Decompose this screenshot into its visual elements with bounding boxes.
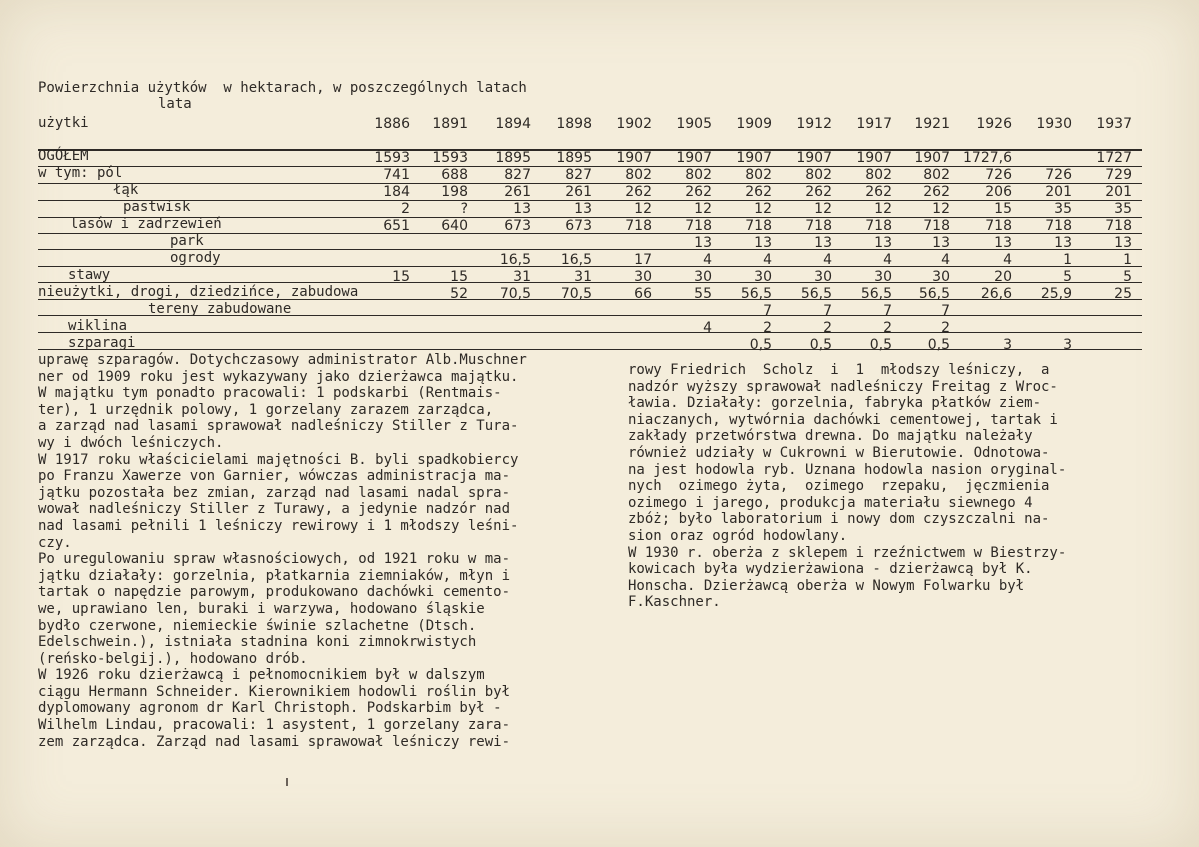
text-line: F.Kaschner.	[628, 594, 721, 611]
table-cell: 718	[985, 218, 1012, 234]
table-cell: 1727	[1096, 150, 1132, 166]
text-line: jątku pozostała bez zmian, zarząd nad lasami nadal spra-	[38, 484, 511, 501]
table-cell: 13	[574, 201, 592, 217]
table-cell: 30	[754, 269, 772, 285]
table-cell: 17	[634, 252, 652, 268]
year-header: 1912	[796, 116, 832, 132]
text-line: czy.	[38, 534, 72, 551]
table-cell: 13	[754, 235, 772, 251]
text-line: uprawę szparagów. Dotychczasowy administrator Alb.Muschner	[38, 352, 527, 368]
text-line: W 1930 r. oberża z sklepem i rzeźnictwem w Biestrzy-	[628, 544, 1067, 561]
text-line: sion oraz ogród hodowlany.	[628, 527, 848, 544]
table-cell: 4	[883, 252, 892, 268]
text-line: W 1926 roku dzierżawcą i pełnomocnikiem był w dalszym	[38, 667, 485, 684]
text-line: wy i dwóch leśniczych.	[38, 434, 224, 451]
table-cell: 13	[1054, 235, 1072, 251]
table-cell: 13	[932, 235, 950, 251]
text-line: kowicach była wydzierżawiona - dzierżawcą był K.	[628, 561, 1033, 578]
year-header: 1891	[432, 116, 468, 132]
table-cell: 12	[814, 201, 832, 217]
table-cell: 4	[1003, 252, 1012, 268]
table-cell: 262	[923, 184, 950, 200]
text-line: wował nadleśniczy Stiller z Turawy, a jedynie nadzór nad	[38, 501, 511, 518]
table-title: Powierzchnia użytków w hektarach, w poszczególnych latach	[38, 80, 527, 96]
right-text-column	[628, 362, 1066, 611]
table-cell: 12	[634, 201, 652, 217]
row-label: park	[170, 233, 204, 249]
text-line: niaczanych, wytwórnia dachówki cementowej, tartak i	[628, 411, 1058, 428]
table-cell: 1907	[914, 150, 950, 166]
table-cell: 4	[703, 320, 712, 336]
table-cell: 0,5	[927, 337, 950, 353]
text-line: jątku działały: gorzelnia, płatkarnia ziemniaków, młyn i	[38, 567, 511, 584]
table-cell: 0,5	[869, 337, 892, 353]
table-cell: 4	[823, 252, 832, 268]
text-line: nych ozimego żyta, ozimego rzepaku, jęczmienia	[628, 478, 1050, 495]
table-cell: 16,5	[560, 252, 592, 268]
table-cell: 1	[1123, 252, 1132, 268]
table-subtitle-lata: lata	[158, 96, 192, 112]
table-cell: 651	[383, 218, 410, 234]
table-cell: 4	[703, 252, 712, 268]
table-cell: 718	[1105, 218, 1132, 234]
table-cell: 52	[450, 286, 468, 302]
table-cell: 718	[1045, 218, 1072, 234]
text-line: W 1917 roku właścicielami majętności B. byli spadkobiercy	[38, 451, 519, 468]
table-cell: 3	[1003, 337, 1012, 353]
text-line: tartak o napędzie parowym, produkowano dachówki cemento-	[38, 584, 511, 601]
table-cell: 802	[685, 167, 712, 183]
table-cell: 673	[504, 218, 531, 234]
table-cell: 201	[1105, 184, 1132, 200]
text-line: zbóż; było laboratorium i nowy dom czyszczalni na-	[628, 511, 1050, 528]
row-label: pastwisk	[123, 199, 191, 215]
table-cell: 35	[1054, 201, 1072, 217]
row-label: łąk	[113, 182, 139, 198]
table-cell: 2	[401, 201, 410, 217]
table-cell: 1907	[676, 150, 712, 166]
table-cell: 66	[634, 286, 652, 302]
table-cell: 12	[754, 201, 772, 217]
table-cell: 13	[874, 235, 892, 251]
row-label: wiklina	[68, 318, 128, 334]
table-cell: 4	[941, 252, 950, 268]
table-cell: 673	[565, 218, 592, 234]
table-cell: 2	[763, 320, 772, 336]
text-line: a zarząd nad lasami sprawował nadleśniczy Stiller z Tura-	[38, 418, 519, 435]
table-cell: 12	[694, 201, 712, 217]
table-cell: 741	[383, 167, 410, 183]
table-cell: 30	[932, 269, 950, 285]
table-cell: 2	[941, 320, 950, 336]
table-cell: 206	[985, 184, 1012, 200]
table-cell: 198	[441, 184, 468, 200]
text-line: Wilhelm Lindau, pracowali: 1 asystent, 1 gorzelany zara-	[38, 717, 511, 734]
table-cell: 7	[823, 303, 832, 319]
text-line: rowy Friedrich Scholz i 1 młodszy leśniczy, a	[628, 362, 1050, 378]
year-header: 1921	[914, 116, 950, 132]
table-cell: 718	[805, 218, 832, 234]
table-cell: 802	[745, 167, 772, 183]
row-label: OGÓŁEM	[38, 148, 89, 164]
table-cell: 718	[685, 218, 712, 234]
row-label: w tym: pól	[38, 165, 123, 181]
table-cell: 13	[694, 235, 712, 251]
table-cell: 718	[865, 218, 892, 234]
year-header: 1909	[736, 116, 772, 132]
table-cell: 13	[814, 235, 832, 251]
table-cell: 5	[1123, 269, 1132, 285]
table-cell: 802	[865, 167, 892, 183]
table-cell: 15	[450, 269, 468, 285]
text-line: również udziały w Cukrowni w Bierutowie. Odnotowa-	[628, 444, 1050, 461]
table-cell: 640	[441, 218, 468, 234]
table-cell: 30	[634, 269, 652, 285]
table-cell: 20	[994, 269, 1012, 285]
table-cell: 1727,6	[963, 150, 1012, 166]
table-cell: 2	[823, 320, 832, 336]
table-cell: 15	[994, 201, 1012, 217]
text-line: W majątku tym ponadto pracowali: 1 podskarbi (Rentmais-	[38, 385, 502, 402]
table-cell: 1907	[736, 150, 772, 166]
table-cell: 262	[865, 184, 892, 200]
row-label: stawy	[68, 267, 111, 283]
table-cell: 1907	[796, 150, 832, 166]
text-line: ławia. Działały: gorzelnia, fabryka płatków ziem-	[628, 395, 1042, 412]
table-cell: 1907	[856, 150, 892, 166]
year-header: 1894	[495, 116, 531, 132]
year-header: 1902	[616, 116, 652, 132]
table-cell: 184	[383, 184, 410, 200]
text-line: bydło czerwone, niemieckie świnie szlachetne (Dtsch.	[38, 617, 477, 634]
text-line: nadzór wyższy sprawował nadleśniczy Freitag z Wroc-	[628, 378, 1058, 395]
text-line: Edelschwein.), istniała stadnina koni zimnokrwistych	[38, 634, 477, 651]
table-cell: 56,5	[800, 286, 832, 302]
table-cell: 726	[985, 167, 1012, 183]
table-cell: 802	[805, 167, 832, 183]
table-cell: 729	[1105, 167, 1132, 183]
ink-mark	[286, 778, 288, 786]
table-cell: 56,5	[860, 286, 892, 302]
table-cell: 262	[805, 184, 832, 200]
row-label: ogrody	[170, 250, 221, 266]
table-cell: 1593	[432, 150, 468, 166]
table-cell: 2	[883, 320, 892, 336]
table-cell: 30	[814, 269, 832, 285]
table-cell: 7	[941, 303, 950, 319]
table-cell: 262	[625, 184, 652, 200]
table-cell: 1	[1063, 252, 1072, 268]
table-cell: 718	[745, 218, 772, 234]
table-cell: 3	[1063, 337, 1072, 353]
row-label: szparagi	[68, 335, 136, 351]
table-cell: 0,5	[809, 337, 832, 353]
table-cell: 262	[745, 184, 772, 200]
year-header: 1917	[856, 116, 892, 132]
table-cell: 1895	[556, 150, 592, 166]
year-header: 1937	[1096, 116, 1132, 132]
table-cell: 261	[565, 184, 592, 200]
table-cell: 0,5	[749, 337, 772, 353]
row-label: lasów i zadrzewień	[70, 216, 222, 232]
table-cell: ?	[460, 201, 468, 217]
table-cell: 201	[1045, 184, 1072, 200]
table-cell: 827	[565, 167, 592, 183]
table-cell: 12	[932, 201, 950, 217]
row-header-uzytki: użytki	[38, 115, 89, 131]
table-cell: 31	[513, 269, 531, 285]
year-header: 1898	[556, 116, 592, 132]
year-header: 1886	[374, 116, 410, 132]
row-label: tereny zabudowane	[148, 301, 292, 317]
text-line: zem zarządca. Zarząd nad lasami sprawował leśniczy rewi-	[38, 733, 511, 750]
table-cell: 4	[763, 252, 772, 268]
table-cell: 726	[1045, 167, 1072, 183]
text-line: Honscha. Dzierżawcą oberża w Nowym Folwarku był	[628, 577, 1025, 594]
text-line: zakłady przetwórstwa drewna. Do majątku należały	[628, 428, 1033, 445]
row-label: nieużytki, drogi, dziedzińce, zabudowa	[38, 284, 359, 300]
table-cell: 7	[883, 303, 892, 319]
table-cell: 688	[441, 167, 468, 183]
table-cell: 56,5	[918, 286, 950, 302]
left-text-column	[38, 352, 527, 750]
year-header: 1905	[676, 116, 712, 132]
text-line: na jest hodowla ryb. Uznana hodowla nasion oryginal-	[628, 461, 1067, 478]
table-cell: 5	[1063, 269, 1072, 285]
table-cell: 1907	[616, 150, 652, 166]
table-cell: 30	[874, 269, 892, 285]
table-cell: 25	[1114, 286, 1132, 302]
table-rule	[38, 332, 1142, 333]
table-cell: 13	[994, 235, 1012, 251]
table-cell: 827	[504, 167, 531, 183]
text-line: (reńsko-belgij.), hodowano drób.	[38, 650, 308, 667]
text-line: ter), 1 urzędnik polowy, 1 gorzelany zarazem zarządca,	[38, 401, 494, 418]
table-cell: 262	[685, 184, 712, 200]
table-cell: 718	[923, 218, 950, 234]
table-cell: 70,5	[560, 286, 592, 302]
table-cell: 31	[574, 269, 592, 285]
text-line: ner od 1909 roku jest wykazywany jako dzierżawca majątku.	[38, 368, 519, 385]
table-cell: 802	[923, 167, 950, 183]
table-cell: 56,5	[740, 286, 772, 302]
table-cell: 1895	[495, 150, 531, 166]
table-cell: 35	[1114, 201, 1132, 217]
text-line: Po uregulowaniu spraw własnościowych, od 1921 roku w ma-	[38, 551, 511, 568]
land-use-table	[0, 0, 1199, 360]
year-header: 1926	[976, 116, 1012, 132]
text-line: dyplomowany agronom dr Karl Christoph. Podskarbim był -	[38, 700, 502, 717]
table-cell: 26,6	[980, 286, 1012, 302]
table-cell: 13	[1114, 235, 1132, 251]
table-cell: 802	[625, 167, 652, 183]
table-cell: 16,5	[499, 252, 531, 268]
table-cell: 718	[625, 218, 652, 234]
text-line: ciągu Hermann Schneider. Kierownikiem hodowli roślin był	[38, 683, 511, 700]
text-line: nad lasami pełnili 1 leśniczy rewirowy i 1 młodszy leśni-	[38, 517, 519, 534]
table-cell: 12	[874, 201, 892, 217]
table-cell: 25,9	[1040, 286, 1072, 302]
table-cell: 70,5	[499, 286, 531, 302]
table-cell: 55	[694, 286, 712, 302]
year-header: 1930	[1036, 116, 1072, 132]
table-cell: 7	[763, 303, 772, 319]
table-cell: 15	[392, 269, 410, 285]
text-line: ozimego i jarego, produkcja materiału siewnego 4	[628, 494, 1033, 511]
text-line: po Franzu Xawerze von Garnier, wówczas administracja ma-	[38, 468, 511, 485]
table-cell: 30	[694, 269, 712, 285]
table-cell: 1593	[374, 150, 410, 166]
table-cell: 13	[513, 201, 531, 217]
text-line: we, uprawiano len, buraki i warzywa, hodowano śląskie	[38, 600, 485, 617]
table-cell: 261	[504, 184, 531, 200]
